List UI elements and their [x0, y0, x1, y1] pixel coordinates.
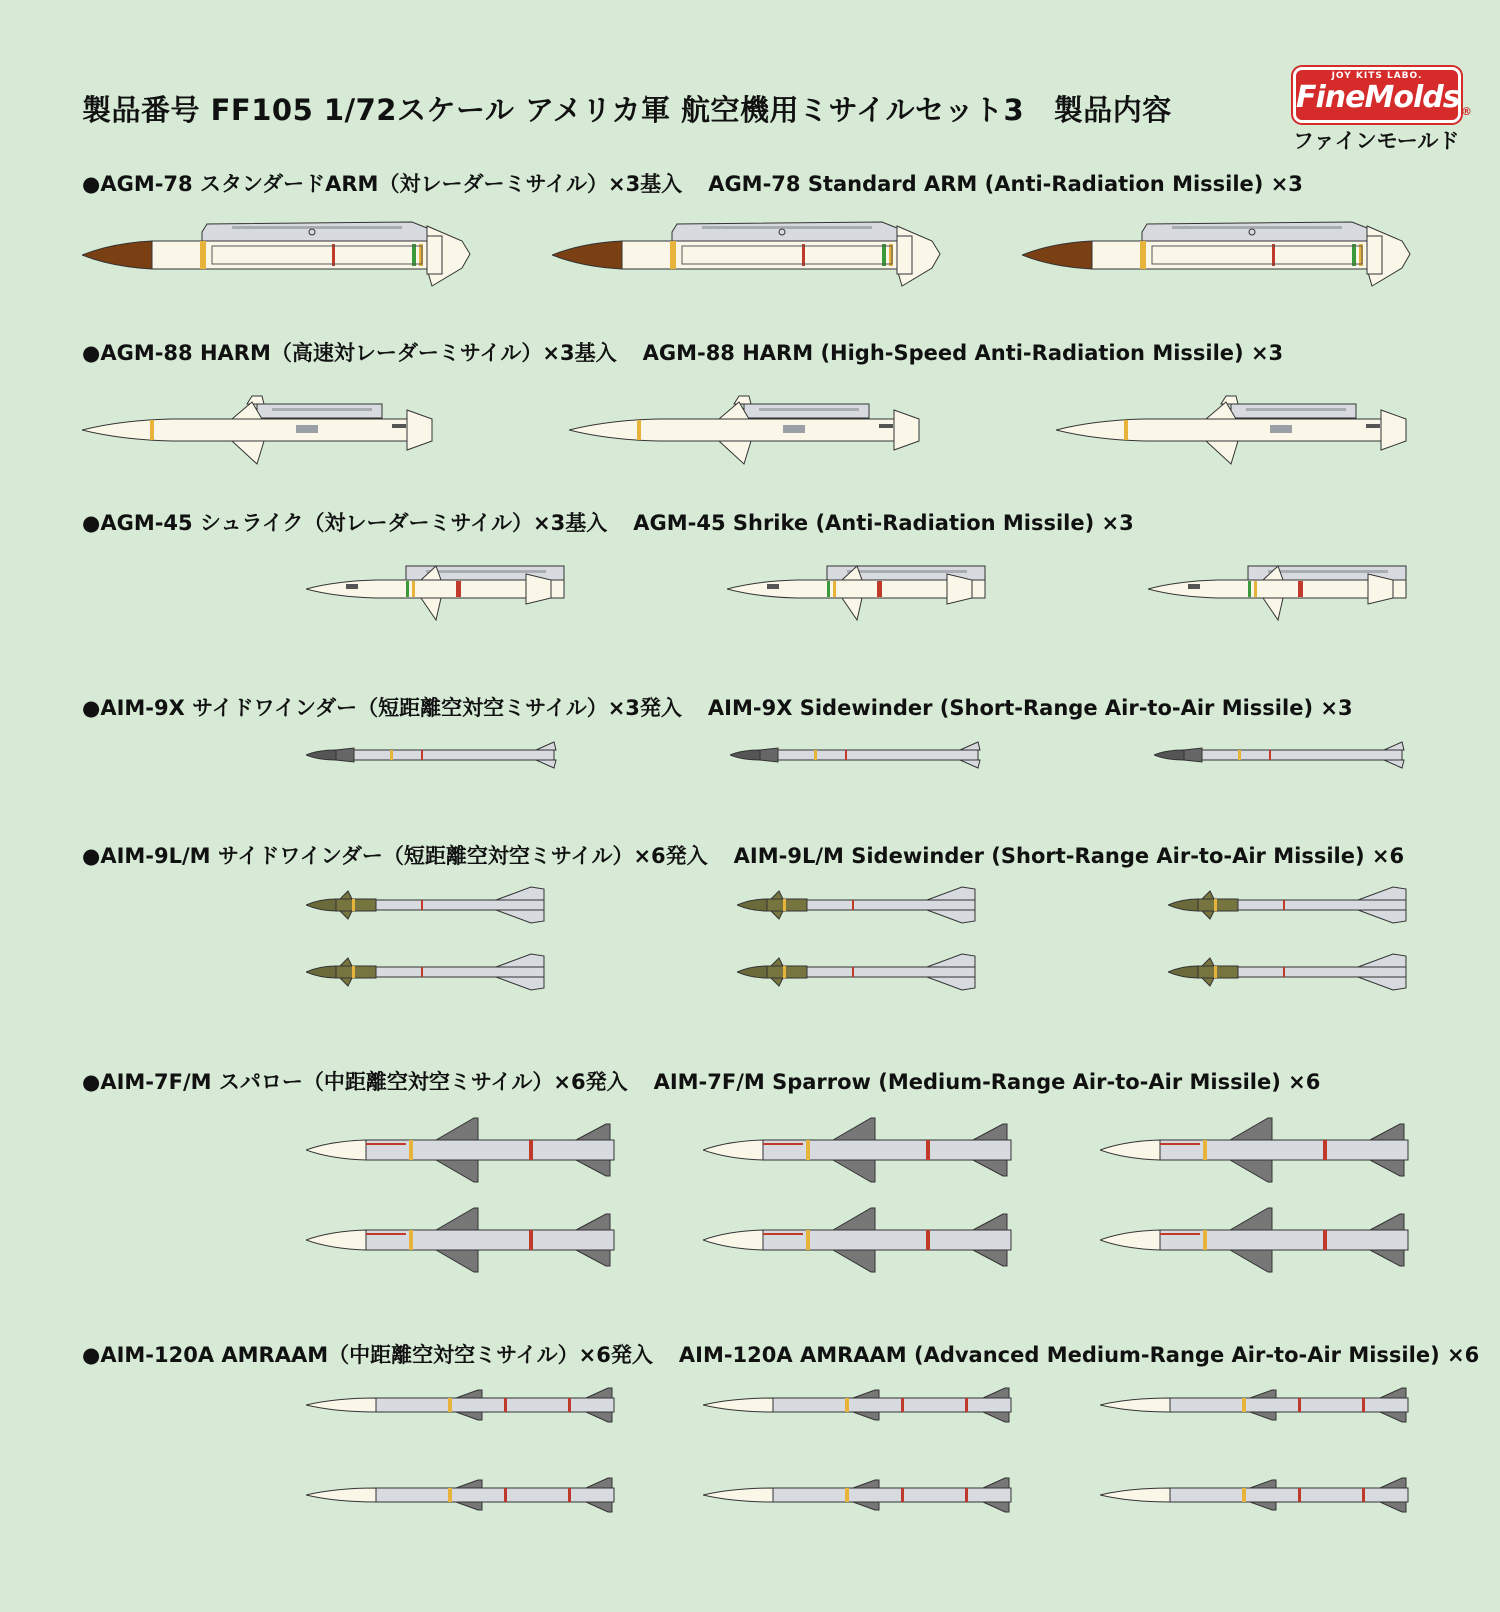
aim9l-missile: [1168, 952, 1410, 992]
missile-illustration: [737, 885, 979, 925]
missile-illustration: [306, 952, 548, 992]
agm88-missile: [82, 392, 439, 468]
missile-illustration: [1056, 392, 1413, 468]
missile-illustration: [306, 740, 560, 770]
aim7-missile: [306, 1116, 618, 1184]
aim9x-missile: [306, 740, 560, 770]
missile-illustration: [306, 885, 548, 925]
missile-illustration: [703, 1387, 1015, 1423]
section-heading: [82, 1066, 1320, 1096]
agm78-missile: [1022, 216, 1414, 288]
aim9x-missile: [1154, 740, 1408, 770]
missile-illustration: [306, 1116, 618, 1184]
agm88-missile: [569, 392, 926, 468]
aim120-missile: [306, 1387, 618, 1423]
aim7-missile: [306, 1206, 618, 1274]
agm45-missile: [727, 562, 989, 622]
agm78-missile: [552, 216, 944, 288]
finemolds-logo: [1289, 64, 1471, 154]
aim120-missile: [306, 1477, 618, 1513]
missile-illustration: [1022, 216, 1414, 288]
section-heading: [82, 1339, 1479, 1369]
missile-illustration: [552, 216, 944, 288]
missile-illustration: [1100, 1387, 1412, 1423]
aim120-missile: [1100, 1387, 1412, 1423]
aim7-missile: [703, 1206, 1015, 1274]
section-heading: [82, 692, 1353, 722]
section-heading: [82, 507, 1134, 537]
heading-ja: ●AGM-88 HARM（高速対レーダーミサイル）×3基入: [82, 341, 617, 365]
missile-illustration: [1100, 1116, 1412, 1184]
missile-illustration: [1100, 1477, 1412, 1513]
missile-illustration: [1168, 952, 1410, 992]
heading-en: AGM-88 HARM (High-Speed Anti-Radiation Missile) ×3: [642, 341, 1284, 365]
missile-illustration: [730, 740, 984, 770]
missile-illustration: [703, 1116, 1015, 1184]
missile-illustration: [306, 1477, 618, 1513]
aim9l-missile: [737, 952, 979, 992]
aim120-missile: [703, 1477, 1015, 1513]
missile-illustration: [1100, 1206, 1412, 1274]
heading-ja: ●AIM-9L/M サイドワインダー（短距離空対空ミサイル）×6発入: [82, 844, 708, 868]
missile-illustration: [306, 1206, 618, 1274]
heading-ja: ●AIM-120A AMRAAM（中距離空対空ミサイル）×6発入: [82, 1343, 653, 1367]
missile-illustration: [1154, 740, 1408, 770]
agm78-missile: [82, 216, 474, 288]
agm45-missile: [1148, 562, 1410, 622]
section-heading: [82, 168, 1303, 198]
section-heading: [82, 337, 1283, 367]
missile-illustration: [82, 392, 439, 468]
missile-illustration: [569, 392, 926, 468]
page-title: 製品番号 FF105 1/72スケール アメリカ軍 航空機用ミサイルセット3 製品内容: [82, 93, 1172, 127]
agm45-missile: [306, 562, 568, 622]
agm88-missile: [1056, 392, 1413, 468]
missile-illustration: [306, 1387, 618, 1423]
heading-en: AIM-9X Sidewinder (Short-Range Air-to-Air Missile) ×3: [707, 696, 1353, 720]
heading-en: AIM-7F/M Sparrow (Medium-Range Air-to-Air Missile) ×6: [653, 1070, 1321, 1094]
logo-brand: FineMolds: [1296, 80, 1460, 115]
aim9l-missile: [1168, 885, 1410, 925]
logo-mark: [1293, 67, 1461, 123]
aim120-missile: [703, 1387, 1015, 1423]
heading-en: AGM-78 Standard ARM (Anti-Radiation Missile) ×3: [708, 172, 1303, 196]
aim9l-missile: [306, 952, 548, 992]
aim9l-missile: [306, 885, 548, 925]
aim120-missile: [1100, 1477, 1412, 1513]
heading-en: AGM-45 Shrike (Anti-Radiation Missile) ×3: [633, 511, 1134, 535]
heading-en: AIM-9L/M Sidewinder (Short-Range Air-to-Air Missile) ×6: [733, 844, 1405, 868]
missile-illustration: [1168, 885, 1410, 925]
missile-illustration: [727, 562, 989, 622]
aim7-missile: [703, 1116, 1015, 1184]
heading-ja: ●AGM-78 スタンダードARM（対レーダーミサイル）×3基入: [82, 172, 683, 196]
logo-small-text: JOY KITS LABO.: [1331, 71, 1423, 81]
missile-illustration: [703, 1206, 1015, 1274]
logo-kana: ファインモールド: [1293, 129, 1460, 153]
heading-ja: ●AGM-45 シュライク（対レーダーミサイル）×3基入: [82, 511, 608, 535]
heading-en: AIM-120A AMRAAM (Advanced Medium-Range Air-to-Air Missile) ×6: [678, 1343, 1480, 1367]
aim7-missile: [1100, 1206, 1412, 1274]
aim9x-missile: [730, 740, 984, 770]
logo-registered-mark: ®: [1461, 105, 1472, 118]
aim7-missile: [1100, 1116, 1412, 1184]
missile-illustration: [737, 952, 979, 992]
missile-illustration: [703, 1477, 1015, 1513]
missile-illustration: [1148, 562, 1410, 622]
section-heading: [82, 840, 1404, 870]
aim9l-missile: [737, 885, 979, 925]
missile-illustration: [82, 216, 474, 288]
heading-ja: ●AIM-7F/M スパロー（中距離空対空ミサイル）×6発入: [82, 1070, 628, 1094]
missile-illustration: [306, 562, 568, 622]
heading-ja: ●AIM-9X サイドワインダー（短距離空対空ミサイル）×3発入: [82, 696, 682, 720]
